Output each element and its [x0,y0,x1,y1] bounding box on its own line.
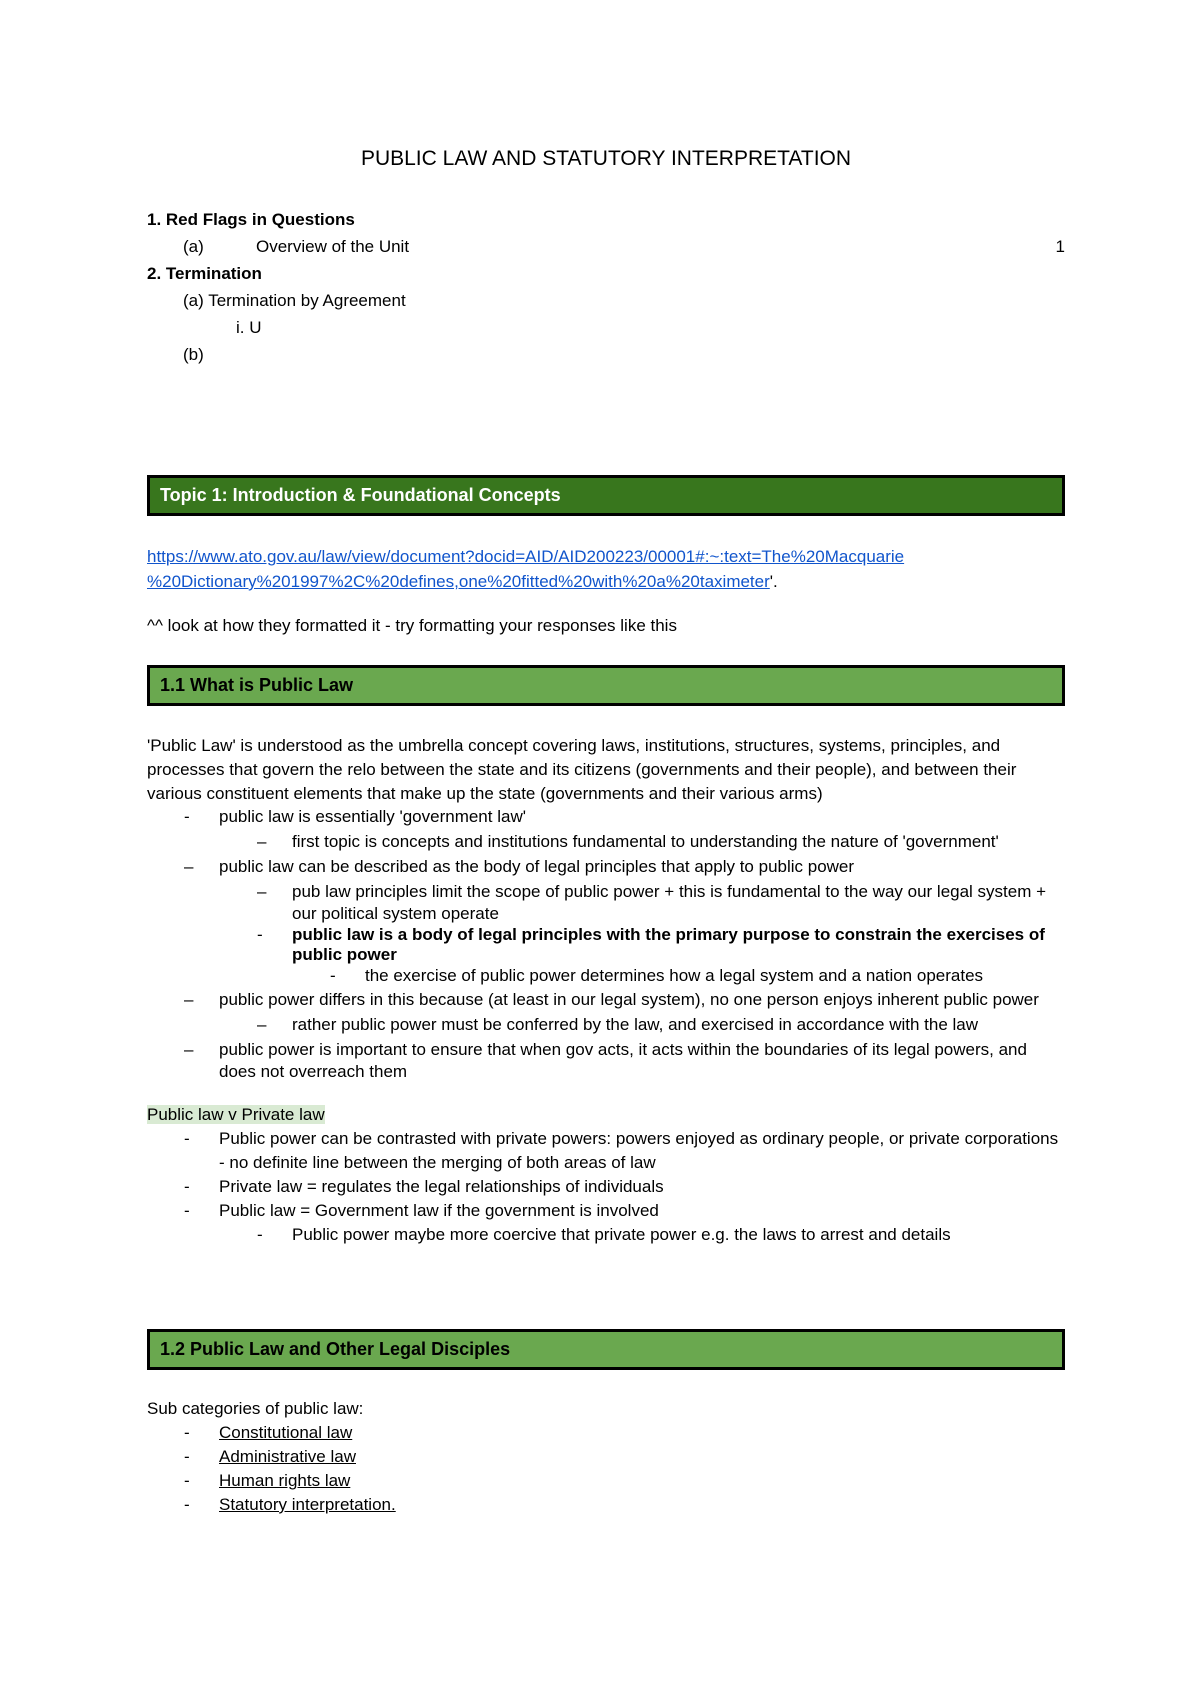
toc-entry-overview[interactable] [147,233,1065,260]
section-1-2-heading: 1.2 Public Law and Other Legal Disciples [160,1339,511,1359]
list-item: – public power is important to ensure that when gov acts, it acts within the boundaries of its legal powers, and does not overreach them [184,1040,1027,1081]
list-item: - Human rights law [184,1471,351,1490]
list-item: - the exercise of public power determines how a legal system and a nation operates [330,966,984,985]
toc-page-number: 1 [1055,237,1065,256]
list-item: - Administrative law [184,1447,356,1466]
subcategory-administrative[interactable]: Administrative law [219,1447,356,1466]
list-item: – first topic is concepts and institutions fundamental to understanding the nature of 'government' [257,832,999,851]
toc-heading-2[interactable]: 2. Termination [147,264,262,283]
list-item: - public law is essentially 'government law' [184,807,526,826]
subcategories-intro: Sub categories of public law: [147,1399,364,1418]
formatting-note: ^^ look at how they formatted it - try formatting your responses like this [147,616,677,635]
list-item: – pub law principles limit the scope of public power + this is fundamental to the way our legal system + our political system operate [257,882,1047,923]
list-item: - Constitutional law [184,1423,353,1442]
toc-entry-label: (a) [183,237,204,256]
topic-1-heading-bar [147,475,1065,516]
intro-paragraph: 'Public Law' is understood as the umbrella concept covering laws, institutions, structures, systems, principles, and processes that govern the relo between the state and its citizens (governments and their people), and between their various constituent elements that make up the state (governments and their various arms) [147,736,1017,803]
subcategory-human-rights[interactable]: Human rights law [219,1471,351,1490]
list-item: - public law is a body of legal principles with the primary purpose to constrain the exercises of public power [257,925,1045,964]
reference-link-block [147,544,1065,594]
toc-entry-sub-i[interactable]: i. U [236,318,262,337]
section-1-2-heading-bar [147,1329,1065,1370]
toc-entry-termination-agreement[interactable]: (a) Termination by Agreement [183,291,406,310]
subheading-public-vs-private: Public law v Private law [147,1105,325,1124]
toc-heading-1[interactable]: 1. Red Flags in Questions [147,210,355,229]
toc-entry-b[interactable]: (b) [183,345,204,364]
reference-link[interactable]: https://www.ato.gov.au/law/view/document?docid=AID/AID200223/00001#:~:text=The%20Macquarie %20Dictionary%201997%2C%20defines,one%20fitted%20with%20a%20taximeter [147,547,905,591]
section-1-2-body [147,1397,1065,1517]
toc-entry-text: Overview of the Unit [256,237,410,256]
subcategory-constitutional[interactable]: Constitutional law [219,1423,353,1442]
table-of-contents [147,206,1065,368]
page-title: PUBLIC LAW AND STATUTORY INTERPRETATION [360,147,852,170]
list-item: - Public law = Government law if the government is involved [184,1201,659,1220]
section-1-1-body [147,734,1065,1247]
section-1-1-heading-bar [147,665,1065,706]
list-item: – public law can be described as the body of legal principles that apply to public power [184,857,855,876]
list-item: – public power differs in this because (at least in our legal system), no one person enjoys inherent public power [184,990,1039,1009]
list-item: - Public power maybe more coercive that private power e.g. the laws to arrest and details [257,1225,951,1244]
list-item: – rather public power must be conferred by the law, and exercised in accordance with the law [257,1015,979,1034]
section-1-1-heading: 1.1 What is Public Law [160,675,354,695]
link-suffix: '. [769,572,778,591]
list-item: - Statutory interpretation. [184,1495,396,1514]
subcategory-statutory-interpretation[interactable]: Statutory interpretation. [219,1495,396,1514]
list-item: - Private law = regulates the legal relationships of individuals [184,1177,664,1196]
list-item: - Public power can be contrasted with private powers: powers enjoyed as ordinary people, or private corporations - no definite line between the merging of both areas of law [184,1129,1059,1172]
topic-1-heading: Topic 1: Introduction & Foundational Concepts [160,485,561,505]
